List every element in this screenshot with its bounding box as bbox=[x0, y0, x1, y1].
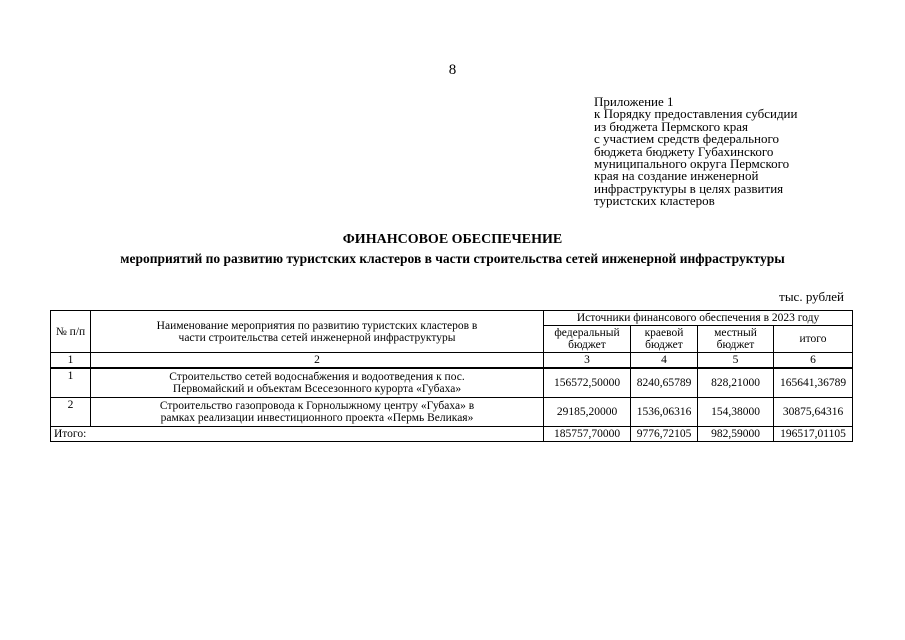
row-num: 2 bbox=[51, 398, 91, 427]
row-regional: 8240,65789 bbox=[631, 368, 698, 398]
column-numbers-row bbox=[51, 353, 853, 369]
row-total: 165641,36789 bbox=[774, 368, 853, 398]
row-name: Строительство газопровода к Горнолыжному центру «Губаха» в рамках реализации инвестиционного проекта «Пермь Великая» bbox=[91, 398, 544, 427]
totals-regional: 9776,72105 bbox=[631, 427, 698, 442]
header-local: местный бюджет bbox=[698, 326, 774, 353]
appendix-line: Приложение 1 bbox=[594, 94, 674, 109]
table-row bbox=[51, 398, 853, 427]
units-label: тыс. рублей bbox=[779, 289, 844, 304]
header-total: итого bbox=[774, 326, 853, 353]
header-regional: краевой бюджет bbox=[631, 326, 698, 353]
row-federal: 156572,50000 bbox=[544, 368, 631, 398]
col-number: 6 bbox=[774, 353, 853, 369]
header-federal: федеральный бюджет bbox=[544, 326, 631, 353]
appendix-line: к Порядку предоставления субсидии bbox=[594, 106, 798, 122]
header-sources: Источники финансового обеспечения в 2023 году bbox=[544, 311, 853, 326]
row-local: 828,21000 bbox=[698, 368, 774, 398]
totals-row bbox=[51, 427, 853, 442]
header-num: № п/п bbox=[51, 311, 91, 353]
totals-local: 982,59000 bbox=[698, 427, 774, 442]
appendix-line: инфраструктуры в целях развития bbox=[594, 180, 784, 196]
appendix-line: бюджета бюджету Губахинского bbox=[594, 143, 774, 159]
totals-total: 196517,01105 bbox=[774, 427, 853, 442]
row-federal: 29185,20000 bbox=[544, 398, 631, 427]
col-number: 2 bbox=[91, 353, 544, 369]
totals-label: Итого: bbox=[51, 427, 544, 442]
row-num: 1 bbox=[51, 368, 91, 398]
page-number: 8 bbox=[448, 62, 457, 78]
col-number: 4 bbox=[631, 353, 698, 369]
col-number: 1 bbox=[51, 353, 91, 369]
document-title: ФИНАНСОВОЕ ОБЕСПЕЧЕНИЕ bbox=[342, 232, 563, 247]
appendix-line: туристских кластеров bbox=[594, 193, 715, 209]
col-number: 3 bbox=[544, 353, 631, 369]
appendix-line: муниципального округа Пермского bbox=[594, 156, 790, 172]
appendix-line: из бюджета Пермского края bbox=[594, 118, 749, 134]
totals-federal: 185757,70000 bbox=[544, 427, 631, 442]
appendix-note bbox=[594, 96, 854, 208]
col-number: 5 bbox=[698, 353, 774, 369]
table-header-row bbox=[51, 311, 853, 326]
row-local: 154,38000 bbox=[698, 398, 774, 427]
financing-table bbox=[50, 310, 853, 442]
appendix-line: с участием средств федерального bbox=[594, 131, 779, 147]
header-name: Наименование мероприятия по развитию туристских кластеров в части строительства сетей инженерной инфраструктуры bbox=[91, 311, 544, 353]
table-row bbox=[51, 368, 853, 398]
row-total: 30875,64316 bbox=[774, 398, 853, 427]
document-subtitle: мероприятий по развитию туристских кластеров в части строительства сетей инженерной инфраструктуры bbox=[120, 251, 785, 266]
row-regional: 1536,06316 bbox=[631, 398, 698, 427]
row-name: Строительство сетей водоснабжения и водоотведения к пос. Первомайский и объектам Всесезонного курорта «Губаха» bbox=[91, 368, 544, 398]
appendix-line: края на создание инженерной bbox=[594, 168, 759, 184]
